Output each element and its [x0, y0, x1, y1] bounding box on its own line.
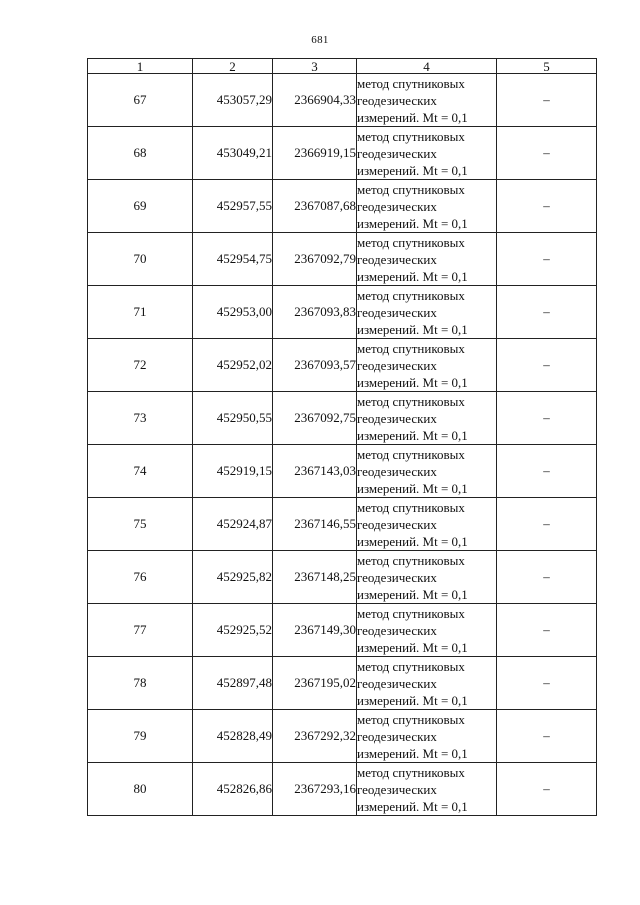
coordinate-y: 2367092,79 — [273, 233, 357, 286]
table-row — [88, 286, 597, 339]
method-line: геодезических — [357, 92, 437, 108]
coordinate-y: 2367093,83 — [273, 286, 357, 339]
page-number: 681 — [311, 34, 329, 46]
coordinate-x: 452924,87 — [193, 498, 273, 551]
column-header-2: 2 — [193, 59, 273, 74]
header-row — [88, 59, 597, 74]
method-line: геодезических — [357, 463, 437, 479]
coordinate-x: 452925,82 — [193, 551, 273, 604]
coordinate-y: 2367146,55 — [273, 498, 357, 551]
coordinate-y: 2366919,15 — [273, 127, 357, 180]
note-dash: – — [497, 74, 597, 127]
method-line: метод спутниковых — [357, 75, 465, 91]
coordinates-table — [87, 58, 597, 816]
point-number: 74 — [88, 445, 193, 498]
table-row — [88, 498, 597, 551]
table-row — [88, 392, 597, 445]
coordinate-x: 452950,55 — [193, 392, 273, 445]
point-number: 70 — [88, 233, 193, 286]
table-row — [88, 180, 597, 233]
point-number: 68 — [88, 127, 193, 180]
method-line: метод спутниковых — [357, 764, 465, 780]
method-description — [357, 339, 497, 392]
method-line: метод спутниковых — [357, 605, 465, 621]
method-line: измерений. Mt = 0,1 — [357, 480, 468, 496]
point-number: 78 — [88, 657, 193, 710]
table-body — [88, 74, 597, 816]
coordinate-y: 2367293,16 — [273, 763, 357, 816]
method-line: измерений. Mt = 0,1 — [357, 109, 468, 125]
method-line: измерений. Mt = 0,1 — [357, 745, 468, 761]
coordinate-x: 452826,86 — [193, 763, 273, 816]
method-line: геодезических — [357, 781, 437, 797]
coordinate-x: 452954,75 — [193, 233, 273, 286]
method-description — [357, 74, 497, 127]
note-dash: – — [497, 445, 597, 498]
coordinate-x: 452953,00 — [193, 286, 273, 339]
point-number: 79 — [88, 710, 193, 763]
column-header-4: 4 — [357, 59, 497, 74]
method-line: метод спутниковых — [357, 287, 465, 303]
point-number: 76 — [88, 551, 193, 604]
method-line: измерений. Mt = 0,1 — [357, 639, 468, 655]
note-dash: – — [497, 392, 597, 445]
method-description — [357, 180, 497, 233]
table-row — [88, 127, 597, 180]
coordinate-y: 2367149,30 — [273, 604, 357, 657]
method-line: геодезических — [357, 145, 437, 161]
note-dash: – — [497, 498, 597, 551]
method-line: измерений. Mt = 0,1 — [357, 215, 468, 231]
method-line: геодезических — [357, 675, 437, 691]
method-line: геодезических — [357, 198, 437, 214]
method-line: геодезических — [357, 569, 437, 585]
method-line: метод спутниковых — [357, 446, 465, 462]
method-line: геодезических — [357, 304, 437, 320]
column-header-3: 3 — [273, 59, 357, 74]
method-description — [357, 233, 497, 286]
method-line: метод спутниковых — [357, 128, 465, 144]
method-line: измерений. Mt = 0,1 — [357, 586, 468, 602]
method-line: измерений. Mt = 0,1 — [357, 692, 468, 708]
table-row — [88, 763, 597, 816]
table-row — [88, 339, 597, 392]
note-dash: – — [497, 551, 597, 604]
method-description — [357, 286, 497, 339]
method-description — [357, 763, 497, 816]
method-line: геодезических — [357, 357, 437, 373]
point-number: 80 — [88, 763, 193, 816]
method-line: метод спутниковых — [357, 711, 465, 727]
note-dash: – — [497, 339, 597, 392]
note-dash: – — [497, 233, 597, 286]
table-row — [88, 233, 597, 286]
coordinate-y: 2367087,68 — [273, 180, 357, 233]
method-line: измерений. Mt = 0,1 — [357, 533, 468, 549]
coordinate-y: 2367092,75 — [273, 392, 357, 445]
method-description — [357, 710, 497, 763]
point-number: 71 — [88, 286, 193, 339]
note-dash: – — [497, 657, 597, 710]
method-line: метод спутниковых — [357, 234, 465, 250]
method-line: геодезических — [357, 516, 437, 532]
point-number: 77 — [88, 604, 193, 657]
point-number: 67 — [88, 74, 193, 127]
coordinate-y: 2367195,02 — [273, 657, 357, 710]
coordinate-x: 452828,49 — [193, 710, 273, 763]
coordinate-y: 2366904,33 — [273, 74, 357, 127]
method-description — [357, 604, 497, 657]
point-number: 72 — [88, 339, 193, 392]
method-description — [357, 127, 497, 180]
method-description — [357, 551, 497, 604]
point-number: 75 — [88, 498, 193, 551]
coordinate-x: 452919,15 — [193, 445, 273, 498]
coordinate-y: 2367148,25 — [273, 551, 357, 604]
note-dash: – — [497, 710, 597, 763]
method-description — [357, 392, 497, 445]
method-line: измерений. Mt = 0,1 — [357, 268, 468, 284]
table-row — [88, 74, 597, 127]
coordinate-x: 452957,55 — [193, 180, 273, 233]
coordinate-x: 453049,21 — [193, 127, 273, 180]
method-description — [357, 657, 497, 710]
coordinate-x: 452952,02 — [193, 339, 273, 392]
method-line: измерений. Mt = 0,1 — [357, 427, 468, 443]
method-line: метод спутниковых — [357, 181, 465, 197]
note-dash: – — [497, 604, 597, 657]
method-line: измерений. Mt = 0,1 — [357, 374, 468, 390]
method-description — [357, 498, 497, 551]
coordinate-x: 452897,48 — [193, 657, 273, 710]
method-line: геодезических — [357, 251, 437, 267]
method-line: геодезических — [357, 622, 437, 638]
point-number: 69 — [88, 180, 193, 233]
point-number: 73 — [88, 392, 193, 445]
note-dash: – — [497, 127, 597, 180]
table-row — [88, 604, 597, 657]
coordinate-y: 2367093,57 — [273, 339, 357, 392]
coordinate-y: 2367143,03 — [273, 445, 357, 498]
column-header-5: 5 — [497, 59, 597, 74]
method-line: геодезических — [357, 728, 437, 744]
method-line: метод спутниковых — [357, 658, 465, 674]
note-dash: – — [497, 180, 597, 233]
table-row — [88, 657, 597, 710]
coordinate-x: 452925,52 — [193, 604, 273, 657]
coordinate-y: 2367292,32 — [273, 710, 357, 763]
note-dash: – — [497, 286, 597, 339]
method-line: метод спутниковых — [357, 499, 465, 515]
method-line: измерений. Mt = 0,1 — [357, 162, 468, 178]
method-line: метод спутниковых — [357, 340, 465, 356]
method-line: геодезических — [357, 410, 437, 426]
coordinate-x: 453057,29 — [193, 74, 273, 127]
note-dash: – — [497, 763, 597, 816]
method-line: метод спутниковых — [357, 393, 465, 409]
method-description — [357, 445, 497, 498]
method-line: измерений. Mt = 0,1 — [357, 321, 468, 337]
table-row — [88, 710, 597, 763]
method-line: измерений. Mt = 0,1 — [357, 798, 468, 814]
column-header-1: 1 — [88, 59, 193, 74]
method-line: метод спутниковых — [357, 552, 465, 568]
table-row — [88, 445, 597, 498]
table-row — [88, 551, 597, 604]
